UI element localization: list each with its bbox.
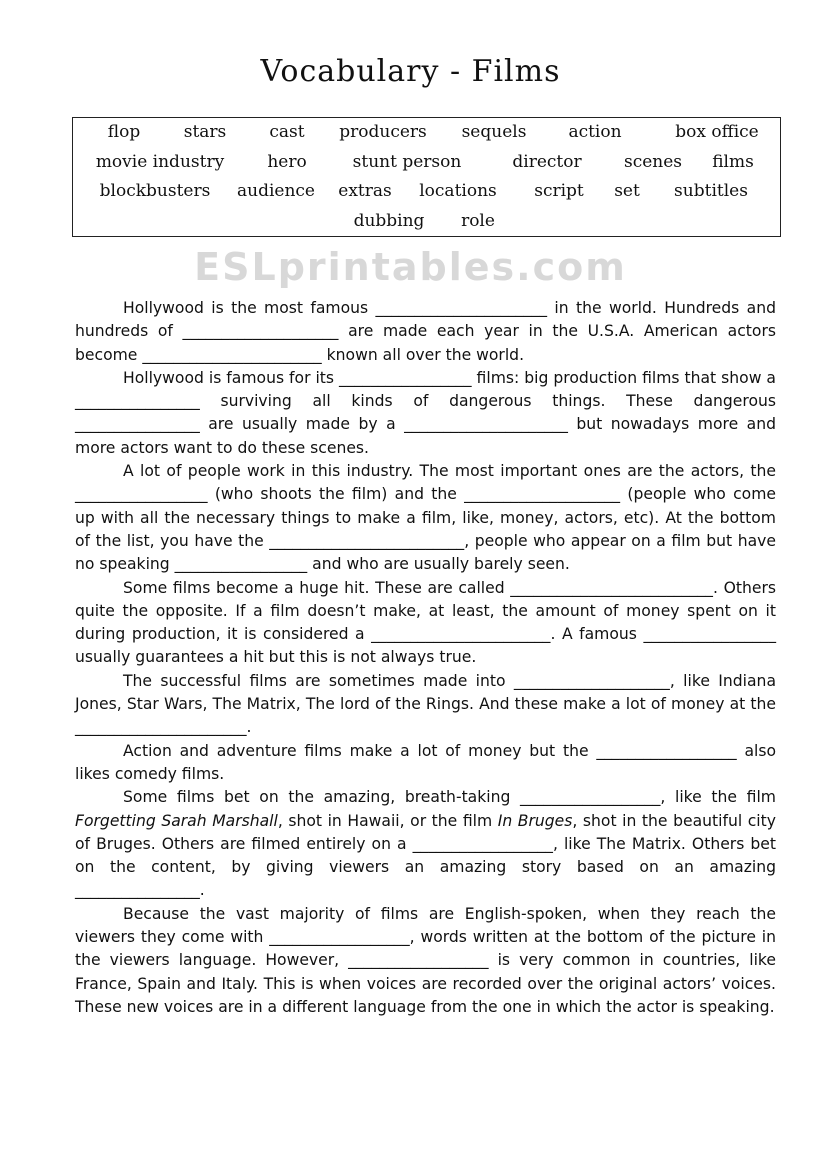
paragraph-text: A lot of people work in this industry. The most important ones are the actors, the _________________ (who shoots the film) and the ____________________ (people who come up with all the necessary things to make a film, like, money, actors, etc). At the bottom of the list, you have the _________________________, people who appear on a film but have no speaking _________________ and who are usually barely seen. bbox=[75, 462, 776, 574]
page-title: Vocabulary - Films bbox=[260, 54, 561, 89]
word-bank-item: role bbox=[461, 211, 495, 231]
word-bank-item: action bbox=[568, 122, 622, 142]
paragraph-text: , shot in Hawaii, or the film bbox=[277, 811, 498, 830]
word-bank-item: films bbox=[712, 152, 754, 172]
paragraph bbox=[75, 740, 776, 787]
film-title: In Bruges bbox=[497, 811, 573, 830]
word-bank-item: dubbing bbox=[353, 211, 425, 231]
word-bank-box bbox=[72, 117, 781, 237]
word-bank-row bbox=[73, 181, 780, 209]
word-bank-item: box office bbox=[675, 122, 759, 142]
word-bank-item: scenes bbox=[623, 152, 683, 172]
film-title: Forgetting Sarah Marshall bbox=[75, 811, 278, 830]
paragraph bbox=[75, 367, 776, 460]
word-bank-item: subtitles bbox=[674, 181, 748, 201]
word-bank-row bbox=[73, 211, 780, 239]
watermark: ESLprintables.com bbox=[194, 245, 627, 289]
word-bank-item: movie industry bbox=[95, 152, 225, 172]
paragraph-text: , shot in the beautiful city of Bruges. Others are filmed entirely on a __________________, like The Matrix. Others bet on the content, by giving viewers an amazing story based on an amazing ________________. bbox=[75, 811, 776, 900]
paragraph-text: Action and adventure films make a lot of money but the __________________ also likes comedy films. bbox=[75, 741, 776, 783]
word-bank-item: audience bbox=[237, 181, 315, 201]
word-bank-item: producers bbox=[339, 122, 427, 142]
paragraph bbox=[75, 577, 776, 670]
word-bank-item: locations bbox=[419, 181, 497, 201]
word-bank-item: blockbusters bbox=[99, 181, 211, 201]
word-bank-item: flop bbox=[107, 122, 141, 142]
paragraph-text: Some films bet on the amazing, breath-taking __________________, like the film bbox=[123, 788, 776, 807]
word-bank-row bbox=[73, 122, 780, 150]
exercise-text bbox=[75, 297, 776, 1019]
paragraph bbox=[75, 786, 776, 902]
word-bank-item: sequels bbox=[461, 122, 527, 142]
word-bank-item: set bbox=[614, 181, 640, 201]
word-bank-item: director bbox=[512, 152, 582, 172]
paragraph-text: Hollywood is the most famous ______________________ in the world. Hundreds and hundreds of ____________________ are made each year in the U.S.A. American actors become _______________________ known all over the world. bbox=[75, 299, 776, 364]
word-bank-item: stars bbox=[183, 122, 227, 142]
word-bank-item: hero bbox=[267, 152, 307, 172]
word-bank-row bbox=[73, 152, 780, 180]
word-bank-item: stunt person bbox=[352, 152, 462, 172]
paragraph bbox=[75, 670, 776, 740]
paragraph bbox=[75, 903, 776, 1019]
word-bank-item: extras bbox=[338, 181, 392, 201]
paragraph-text: Some films become a huge hit. These are called __________________________. Others quite the opposite. If a film doesn’t make, at least, the amount of money spent on it during production, it is considered a _______________________. A famous _________________ usually guarantees a hit but this is not always true. bbox=[75, 578, 776, 667]
paragraph bbox=[75, 460, 776, 576]
paragraph-text: Hollywood is famous for its _________________ films: big production films that show a ________________ surviving all kinds of dangerous things. These dangerous ________________ are usually made by a _____________________ but nowadays more and more actors want to do these scenes. bbox=[75, 368, 776, 457]
word-bank-item: script bbox=[534, 181, 584, 201]
paragraph bbox=[75, 297, 776, 367]
paragraph-text: The successful films are sometimes made into ____________________, like Indiana Jones, Star Wars, The Matrix, The lord of the Rings. And these make a lot of money at the ______________________. bbox=[75, 671, 776, 737]
paragraph-text: Because the vast majority of films are English-spoken, when they reach the viewers they come with __________________, words written at the bottom of the picture in the viewers language. However, __________________ is very common in countries, like France, Spain and Italy. This is when voices are recorded over the original actors’ voices. These new voices are in a different language from the one in which the actor is speaking. bbox=[75, 904, 776, 1016]
word-bank-item: cast bbox=[269, 122, 305, 142]
